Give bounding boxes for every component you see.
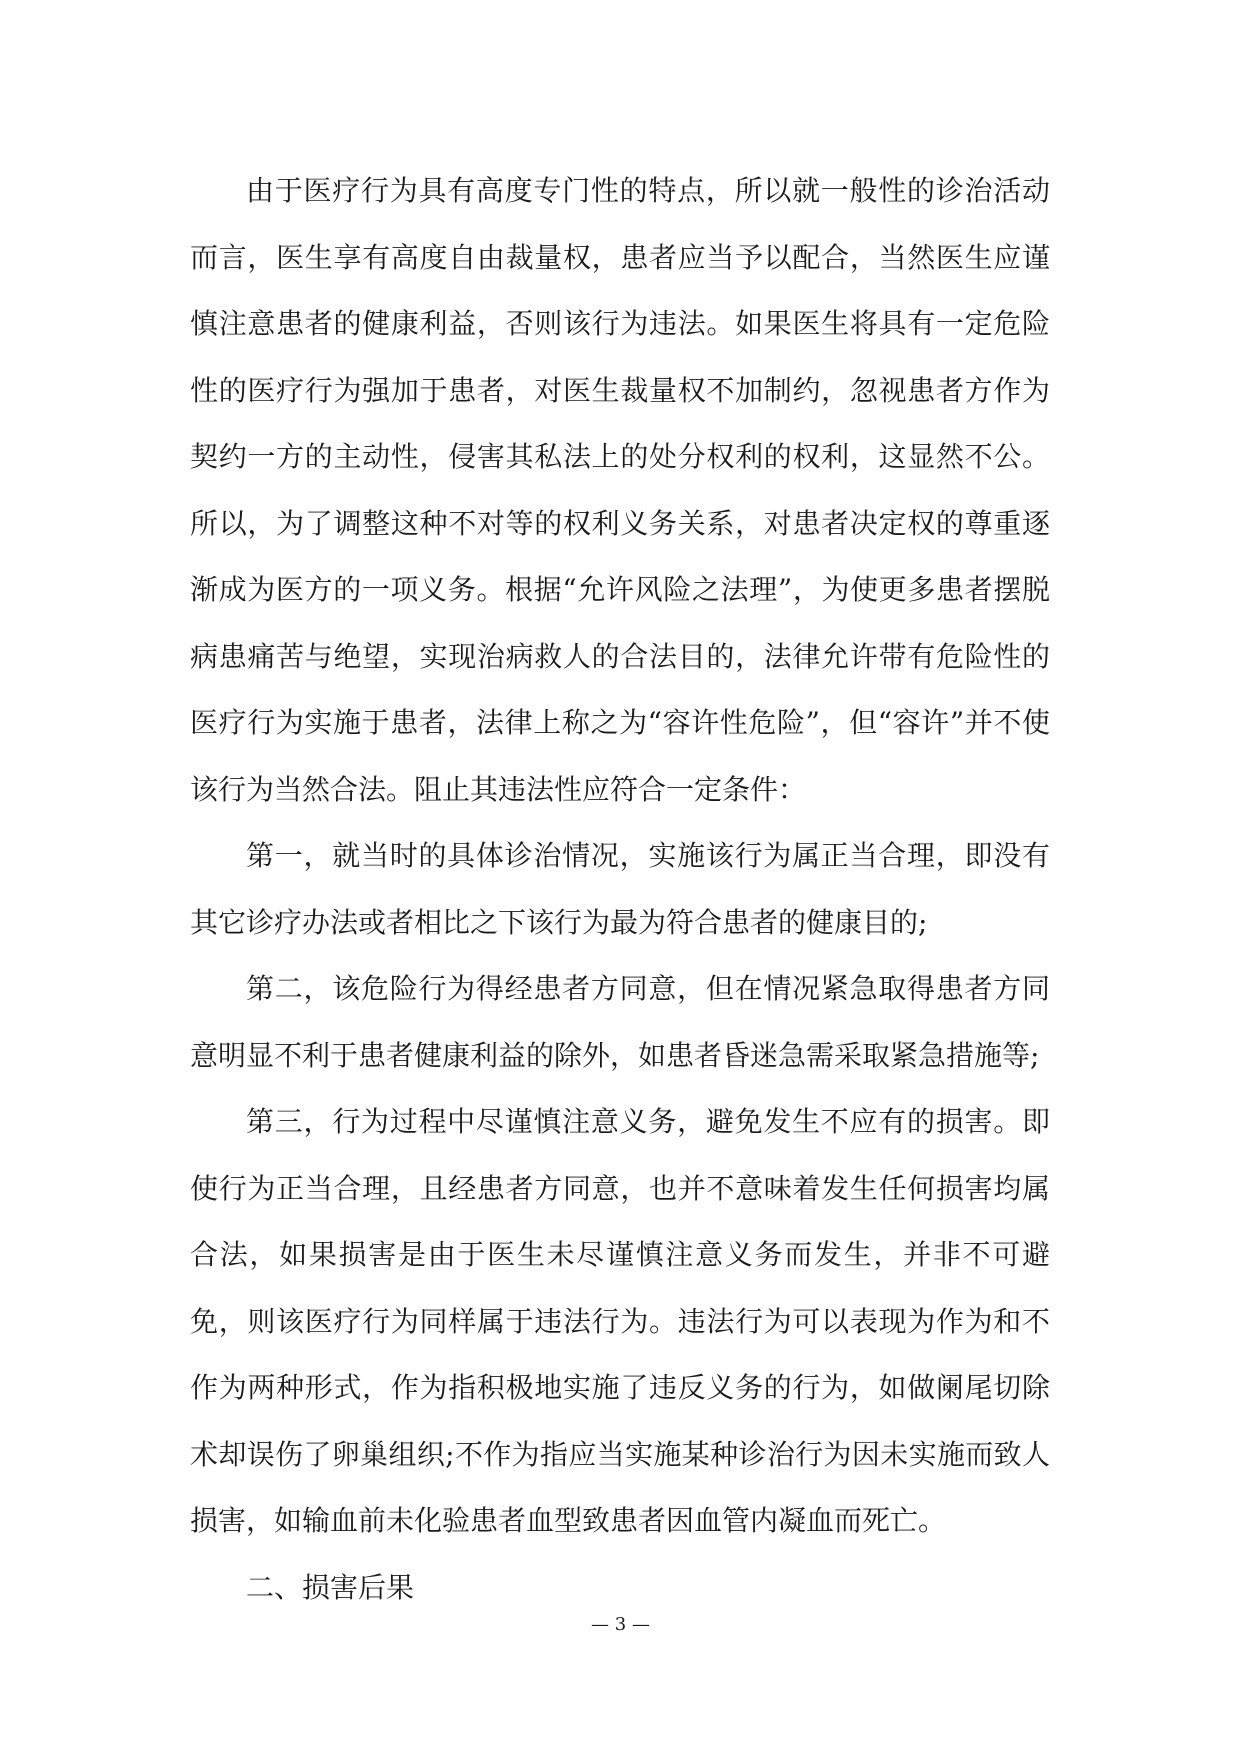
section-heading-damage: 二、损害后果 — [246, 1570, 415, 1604]
paragraph-condition-second: 第二，该危险行为得经患者方同意，但在情况紧急取得患者方同意明显不利于患者健康利益的除外，如患者昏迷急需采取紧急措施等; — [190, 972, 1050, 1072]
paragraph-intro: 由于医疗行为具有高度专门性的特点，所以就一般性的诊治活动而言，医生享有高度自由裁量权，患者应当予以配合，当然医生应谨慎注意患者的健康利益，否则该行为违法。如果医生将具有一定危险性的医疗行为强加于患者，对医生裁量权不加制约，忽视患者方作为契约一方的主动性，侵害其私法上的处分权利的权利，这显然不公。所以，为了调整这种不对等的权利义务关系，对患者决定权的尊重逐渐成为医方的一项义务。根据“允许风险之法理”，为使更多患者摆脱病患痛苦与绝望，实现治病救人的合法目的，法律允许带有危险性的医疗行为实施于患者，法律上称之为“容许性危险”，但“容许”并不使该行为当然合法。阻止其违法性应符合一定条件： — [190, 174, 1050, 806]
document-body — [190, 158, 1050, 1621]
paragraph-condition-third: 第三，行为过程中尽谨慎注意义务，避免发生不应有的损害。即使行为正当合理，且经患者方同意，也并不意味着发生任何损害均属合法，如果损害是由于医生未尽谨慎注意义务而发生，并非不可避免，则该医疗行为同样属于违法行为。违法行为可以表现为作为和不作为两种形式，作为指积极地实施了违反义务的行为，如做阑尾切除术却误伤了卵巢组织;不作为指应当实施某种诊治行为因未实施而致人损害，如输血前未化验患者血型致患者因血管内凝血而死亡。 — [190, 1105, 1050, 1537]
page-number: — 3 — — [591, 1614, 650, 1635]
paragraph-condition-first: 第一，就当时的具体诊治情况，实施该行为属正当合理，即没有其它诊疗办法或者相比之下该行为最为符合患者的健康目的; — [190, 839, 1050, 939]
